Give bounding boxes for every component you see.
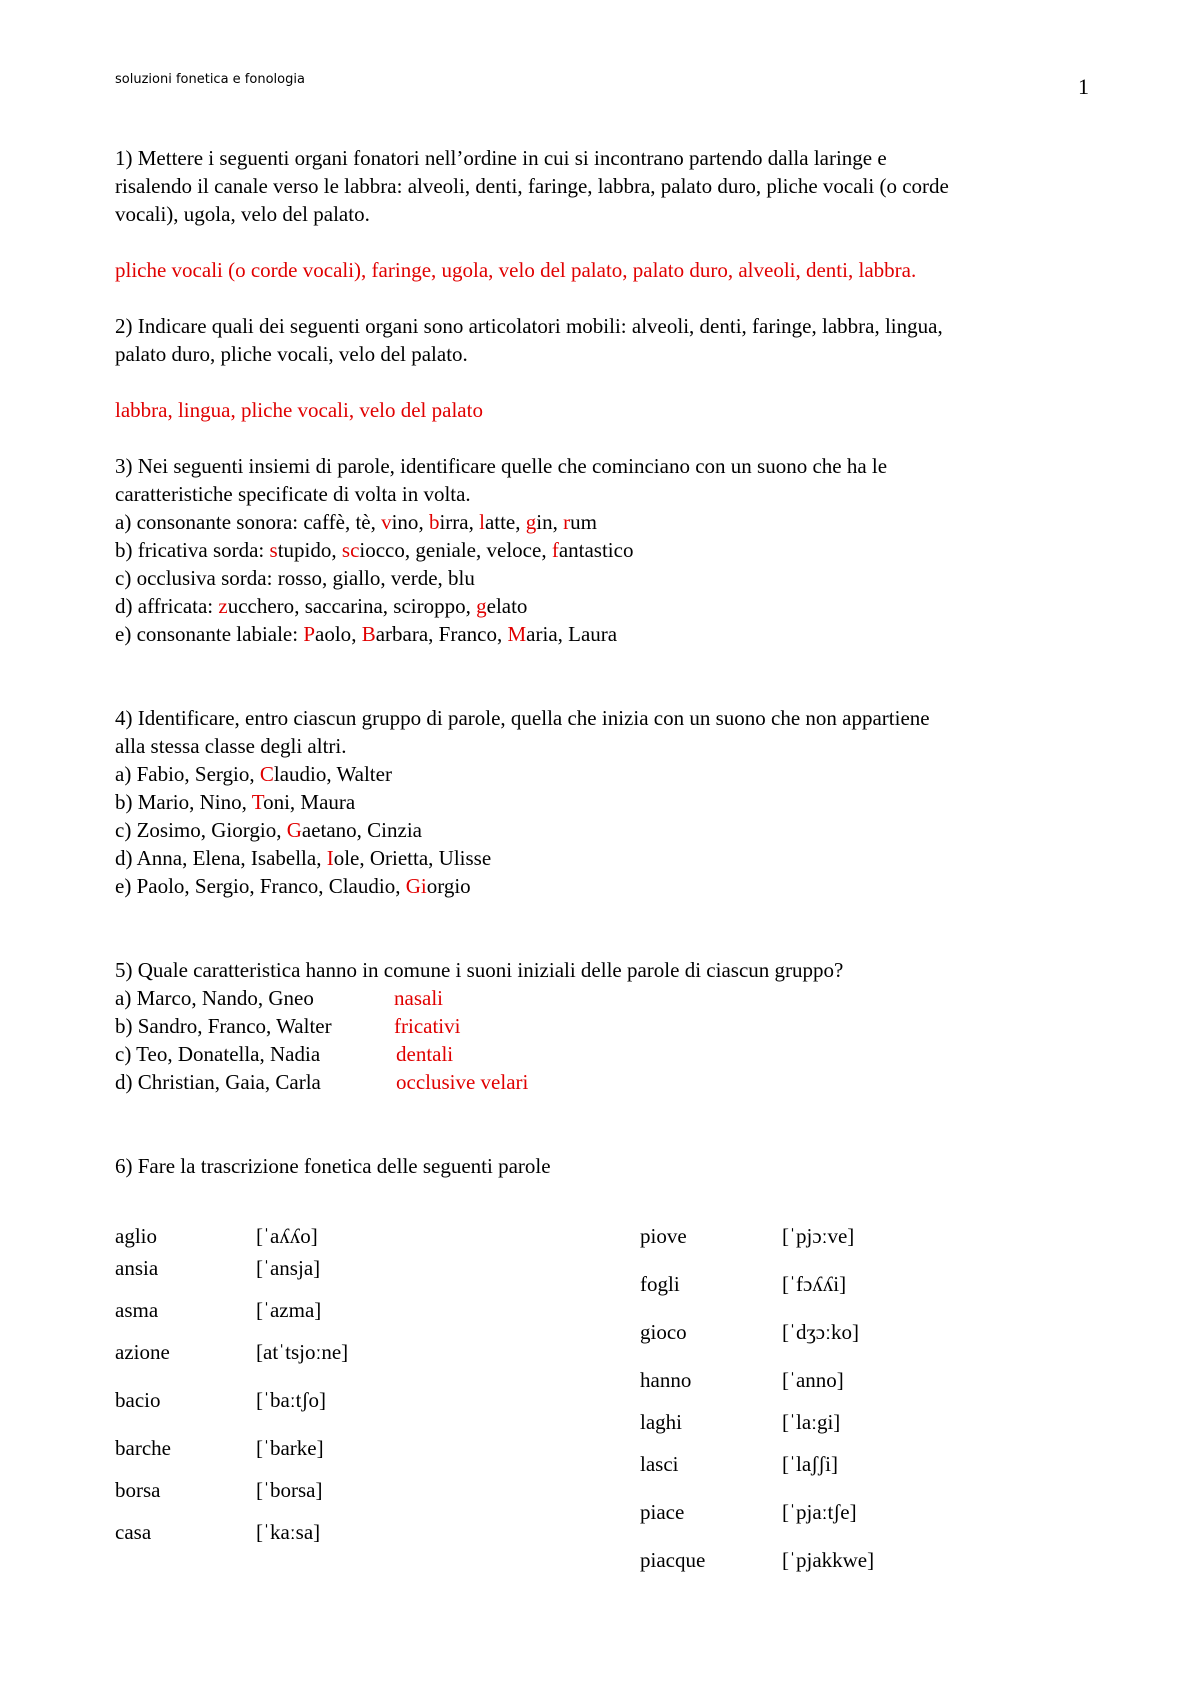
q6-right-ipa-5: [ˈlaːgi] <box>782 1410 841 1434</box>
q1-answer: pliche vocali (o corde vocali), faringe, ugola, velo del palato, palato duro, alveoli, denti, labbra. <box>115 258 917 282</box>
highlighted-initial: l <box>479 510 485 534</box>
highlighted-initial: T <box>251 790 264 814</box>
item-prefix: c) <box>115 818 137 842</box>
word: rosso <box>277 566 323 590</box>
word: Franco <box>259 874 319 898</box>
q3-item-c: c) occlusiva sorda: rosso, giallo, verde, blu <box>115 566 475 590</box>
word: Laura <box>568 622 618 646</box>
q6-right-word-3: gioco <box>640 1320 687 1344</box>
word: Giorgio <box>211 818 277 842</box>
highlighted-initial: z <box>218 594 228 618</box>
item-prefix: b) <box>115 790 138 814</box>
item-prefix: d) <box>115 846 137 870</box>
q5-answer-a: nasali <box>394 986 443 1010</box>
word: Ulisse <box>438 846 492 870</box>
q5-item-a: a) Marco, Nando, Gneo <box>115 986 314 1010</box>
q5-item-b: b) Sandro, Franco, Walter <box>115 1014 332 1038</box>
q6-right-ipa-7: [ˈpjaːtʃe] <box>782 1500 857 1524</box>
running-header: soluzioni fonetica e fonologia <box>115 72 305 87</box>
q6-right-ipa-3: [ˈdʒɔːko] <box>782 1320 859 1344</box>
q6-right-ipa-4: [ˈanno] <box>782 1368 844 1392</box>
word: Paolo <box>303 622 352 646</box>
word: Anna <box>136 846 183 870</box>
highlighted-initial: B <box>361 622 376 646</box>
word: Orietta <box>369 846 429 870</box>
item-prefix: a) <box>115 762 137 786</box>
q6-question: 6) Fare la trascrizione fonetica delle seguenti parole <box>115 1154 551 1178</box>
q6-left-ipa-4: [atˈtsjoːne] <box>256 1340 349 1364</box>
q6-right-ipa-6: [ˈlaʃʃi] <box>782 1452 838 1476</box>
word: Zosimo <box>136 818 201 842</box>
q3-line-1: 3) Nei seguenti insiemi di parole, identificare quelle che cominciano con un suono che ha le <box>115 454 888 478</box>
highlighted-initial: I <box>326 846 334 870</box>
word: verde <box>390 566 438 590</box>
q1-line-1: 1) Mettere i seguenti organi fonatori nell’ordine in cui si incontrano partendo dalla laringe e <box>115 146 887 170</box>
q4-item-e: e) Paolo, Sergio, Franco, Claudio, Giorgio <box>115 874 471 898</box>
q6-right-word-2: fogli <box>640 1272 680 1296</box>
q6-left-ipa-6: [ˈbarke] <box>256 1436 324 1460</box>
q2-line-1: 2) Indicare quali dei seguenti organi sono articolatori mobili: alveoli, denti, faringe, labbra, lingua, <box>115 314 943 338</box>
item-prefix: a) consonante sonora: <box>115 510 304 534</box>
q5-question: 5) Quale caratteristica hanno in comune i suoni iniziali delle parole di ciascun gruppo? <box>115 958 844 982</box>
word: birra <box>428 510 469 534</box>
highlighted-initial: sc <box>341 538 360 562</box>
highlighted-initial: P <box>303 622 316 646</box>
word: Elena <box>192 846 241 870</box>
q5-answer-c: dentali <box>396 1042 454 1066</box>
word: Mario <box>137 790 190 814</box>
word: geniale <box>415 538 477 562</box>
word: saccarina <box>304 594 383 618</box>
q3-item-d: d) affricata: zucchero, saccarina, sciroppo, gelato <box>115 594 528 618</box>
q6-right-word-5: laghi <box>640 1410 682 1434</box>
word: Sergio <box>194 874 250 898</box>
q3-item-b: b) fricativa sorda: stupido, sciocco, geniale, veloce, fantastico <box>115 538 634 562</box>
item-prefix: e) <box>115 874 137 898</box>
word: Isabella <box>250 846 317 870</box>
q6-left-word-1: aglio <box>115 1224 157 1248</box>
word: Sergio <box>194 762 250 786</box>
q6-left-word-2: ansia <box>115 1256 159 1280</box>
word: tè <box>355 510 371 534</box>
item-prefix: d) affricata: <box>115 594 219 618</box>
word: Maura <box>300 790 356 814</box>
q6-left-ipa-7: [ˈborsa] <box>256 1478 323 1502</box>
q6-right-word-8: piacque <box>640 1548 706 1572</box>
q4-line-1: 4) Identificare, entro ciascun gruppo di parole, quella che inizia con un suono che non appartiene <box>115 706 930 730</box>
q6-right-word-4: hanno <box>640 1368 692 1392</box>
word: Claudio <box>328 874 396 898</box>
word: stupido <box>269 538 332 562</box>
highlighted-initial: f <box>551 538 559 562</box>
q6-left-ipa-2: [ˈansja] <box>256 1256 321 1280</box>
highlighted-initial: G <box>286 818 302 842</box>
word: Walter <box>336 762 392 786</box>
item-prefix: e) consonante labiale: <box>115 622 304 646</box>
q4-item-a: a) Fabio, Sergio, Claudio, Walter <box>115 762 392 786</box>
q6-right-ipa-8: [ˈpjakkwe] <box>782 1548 875 1572</box>
q3-item-e: e) consonante labiale: Paolo, Barbara, Franco, Maria, Laura <box>115 622 618 646</box>
q6-left-ipa-3: [ˈazma] <box>256 1298 322 1322</box>
word: sciocco <box>341 538 405 562</box>
q5-item-c: c) Teo, Donatella, Nadia <box>115 1042 321 1066</box>
q3-item-a: a) consonante sonora: caffè, tè, vino, birra, latte, gin, rum <box>115 510 597 534</box>
q6-left-ipa-8: [ˈkaːsa] <box>256 1520 321 1544</box>
q5-answer-b: fricativi <box>394 1014 461 1038</box>
q4-line-2: alla stessa classe degli altri. <box>115 734 347 758</box>
word: Gaetano <box>286 818 357 842</box>
q6-left-word-6: barche <box>115 1436 171 1460</box>
q4-item-b: b) Mario, Nino, Toni, Maura <box>115 790 356 814</box>
q5-item-d: d) Christian, Gaia, Carla <box>115 1070 321 1094</box>
item-prefix: c) occlusiva sorda: <box>115 566 278 590</box>
word: Paolo <box>136 874 185 898</box>
highlighted-initial: M <box>507 622 527 646</box>
word: Toni <box>251 790 290 814</box>
q6-left-word-8: casa <box>115 1520 152 1544</box>
q1-line-3: vocali), ugola, velo del palato. <box>115 202 370 226</box>
highlighted-initial: v <box>381 510 392 534</box>
word: latte <box>479 510 516 534</box>
word: Maria <box>507 622 558 646</box>
word: sciroppo <box>393 594 466 618</box>
q2-line-2: palato duro, pliche vocali, velo del palato. <box>115 342 468 366</box>
q1-line-2: risalendo il canale verso le labbra: alveoli, denti, faringe, labbra, palato duro, pliche vocali (o corde <box>115 174 949 198</box>
highlighted-initial: g <box>476 594 487 618</box>
word: veloce <box>486 538 542 562</box>
q6-right-word-6: lasci <box>640 1452 679 1476</box>
word: Claudio <box>259 762 327 786</box>
word: vino <box>381 510 419 534</box>
highlighted-initial: Gi <box>405 874 427 898</box>
word: giallo <box>332 566 381 590</box>
word: Barbara <box>361 622 429 646</box>
q6-left-word-4: azione <box>115 1340 170 1364</box>
q6-left-word-3: asma <box>115 1298 159 1322</box>
word: caffè <box>303 510 345 534</box>
word: zucchero <box>218 594 295 618</box>
word: gelato <box>476 594 528 618</box>
item-prefix: b) fricativa sorda: <box>115 538 270 562</box>
highlighted-initial: C <box>259 762 274 786</box>
highlighted-initial: r <box>563 510 571 534</box>
word: Fabio <box>136 762 185 786</box>
q5-answer-d: occlusive velari <box>396 1070 529 1094</box>
word: Iole <box>326 846 360 870</box>
q6-left-word-7: borsa <box>115 1478 161 1502</box>
q6-right-ipa-1: [ˈpjɔːve] <box>782 1224 855 1248</box>
q6-left-word-5: bacio <box>115 1388 161 1412</box>
q6-right-ipa-2: [ˈfɔʎʎi] <box>782 1272 847 1296</box>
page-number: 1 <box>1078 74 1089 99</box>
word: blu <box>448 566 475 590</box>
q6-left-ipa-5: [ˈbaːtʃo] <box>256 1388 326 1412</box>
word: fantastico <box>551 538 634 562</box>
word: Nino <box>199 790 242 814</box>
q2-answer: labbra, lingua, pliche vocali, velo del palato <box>115 398 483 422</box>
q6-right-word-7: piace <box>640 1500 685 1524</box>
q3-line-2: caratteristiche specificate di volta in volta. <box>115 482 471 506</box>
highlighted-initial: g <box>525 510 537 534</box>
highlighted-initial: s <box>269 538 278 562</box>
word: Franco <box>438 622 497 646</box>
word: Giorgio <box>405 874 471 898</box>
q6-left-ipa-1: [ˈaʎʎo] <box>256 1224 318 1248</box>
word: Cinzia <box>367 818 422 842</box>
highlighted-initial: b <box>428 510 440 534</box>
q4-item-d: d) Anna, Elena, Isabella, Iole, Orietta, Ulisse <box>115 846 492 870</box>
word: rum <box>563 510 597 534</box>
q4-item-c: c) Zosimo, Giorgio, Gaetano, Cinzia <box>115 818 422 842</box>
q6-right-word-1: piove <box>640 1224 687 1248</box>
word: gin <box>525 510 553 534</box>
